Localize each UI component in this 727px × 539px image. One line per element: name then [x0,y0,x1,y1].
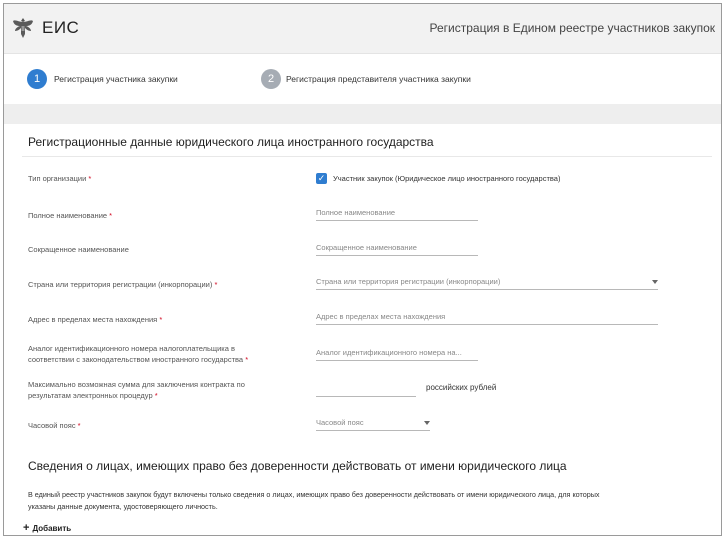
section-divider [22,156,712,157]
eagle-emblem-icon [12,16,34,40]
max-sum-currency: российских рублей [426,383,497,392]
step-1-label: Регистрация участника закупки [54,74,178,84]
address-label: Адрес в пределах места нахождения * [28,315,163,324]
full-name-label: Полное наименование * [28,211,113,220]
country-label: Страна или территория регистрации (инкорпорации) * [28,280,218,289]
chevron-down-icon [652,280,658,284]
org-type-checkbox-row[interactable] [316,173,560,184]
page-frame [3,3,722,536]
step-2-label: Регистрация представителя участника закупки [286,74,471,84]
short-name-input[interactable]: Сокращенное наименование [316,243,478,256]
country-select[interactable] [316,277,658,290]
tax-id-label: Аналог идентификационного номера налогоплательщика в соответствии с законодательством иностранного государства * [28,344,249,364]
step-1[interactable] [27,69,178,89]
registration-section-title: Регистрационные данные юридического лица иностранного государства [28,135,434,149]
max-sum-input[interactable] [316,384,416,397]
country-select-placeholder: Страна или территория регистрации (инкорпорации) [316,277,501,286]
registration-form [12,124,715,536]
step-2[interactable] [261,69,471,89]
timezone-select[interactable] [316,418,430,431]
timezone-label: Часовой пояс * [28,421,81,430]
divider-band [4,104,721,124]
org-type-checkbox-label: Участник закупок (Юридическое лицо иностранного государства) [333,174,561,183]
plus-icon: + [23,522,30,534]
steps-bar [4,54,721,104]
address-input[interactable]: Адрес в пределах места нахождения [316,312,658,325]
persons-info-text: В единый реестр участников закупок будут включены только сведения о лицах, имеющих право без доверенности действовать от имени юридического лица, для которых указаны данные документа, удостоверяющего личность. [28,490,600,511]
org-type-label: Тип организации * [28,174,92,183]
full-name-input[interactable]: Полное наименование [316,208,478,221]
page-header-title: Регистрация в Едином реестре участников закупок [429,21,715,35]
timezone-select-placeholder: Часовой пояс [316,418,364,427]
step-1-number: 1 [27,69,47,89]
org-type-checkbox[interactable]: ✓ [317,173,326,183]
chevron-down-icon [424,421,430,425]
add-person-button[interactable] [23,522,71,534]
short-name-label: Сокращенное наименование [28,245,129,254]
brand-name[interactable]: ЕИС [42,18,80,37]
persons-section-title: Сведения о лицах, имеющих право без доверенности действовать от имени юридического лица [28,459,567,473]
step-2-number: 2 [261,69,281,89]
top-header [4,4,721,54]
max-sum-label: Максимально возможная сумма для заключения контракта по результатам электронных процедур * [28,380,245,400]
tax-id-input[interactable]: Аналог идентификационного номера на... [316,348,478,361]
add-person-label: Добавить [32,523,72,533]
